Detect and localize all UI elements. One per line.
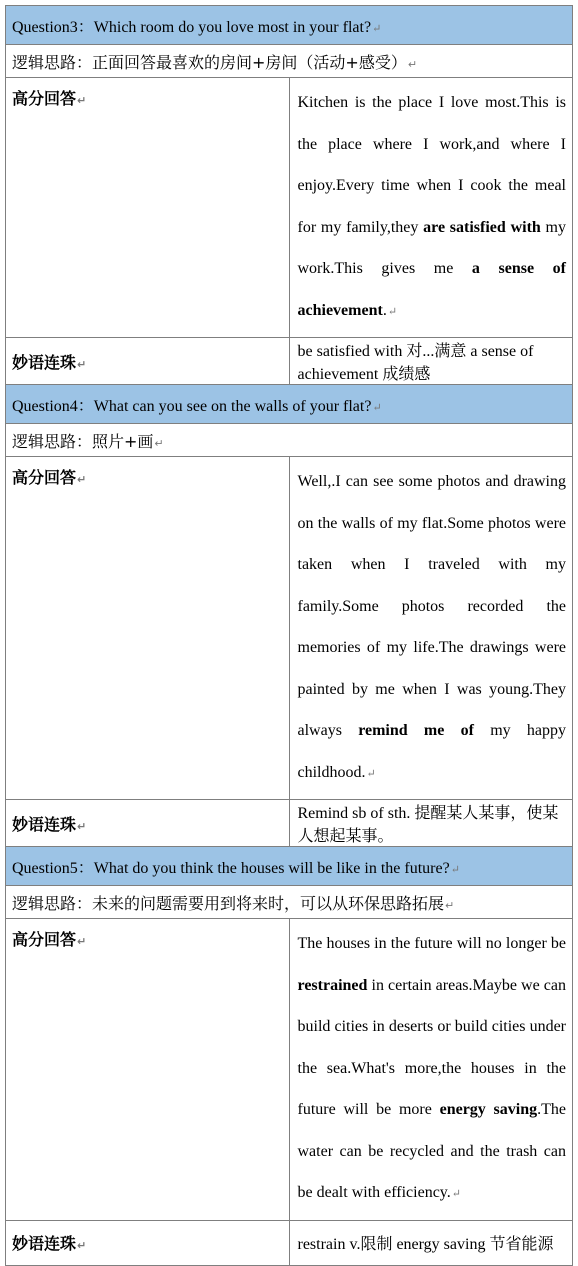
logic-cell xyxy=(6,886,573,919)
phrase-row xyxy=(6,800,573,847)
paragraph-mark-icon: ↵ xyxy=(77,819,87,833)
logic-row xyxy=(6,45,573,78)
answer-run: . xyxy=(382,301,387,319)
question-text: Question4：What can you see on the walls of your flat? xyxy=(12,397,372,415)
logic-cell xyxy=(6,424,573,457)
answer-run: my work.This gives me xyxy=(297,218,566,277)
paragraph-mark-icon: ↵ xyxy=(451,1188,461,1200)
phrase-label-cell xyxy=(6,338,290,385)
answer-label-cell xyxy=(6,78,290,338)
question-row xyxy=(6,385,573,424)
key-phrase: energy saving xyxy=(439,1101,538,1118)
answer-cell xyxy=(289,78,573,338)
phrase-cell xyxy=(289,800,573,847)
phrase-text: Remind sb of sth. 提醒某人某事，使某人想起某事。 xyxy=(297,805,559,845)
answer-text xyxy=(298,923,567,1216)
phrase-cell xyxy=(289,338,573,385)
paragraph-mark-icon: ↵ xyxy=(372,22,382,35)
paragraph-mark-icon: ↵ xyxy=(77,357,87,371)
answer-label-cell xyxy=(6,457,290,800)
phrase-cell xyxy=(289,1220,573,1265)
question-row xyxy=(6,6,573,45)
answer-run: The houses in the future will no longer be xyxy=(297,935,566,952)
key-phrase: are satisfied with xyxy=(423,218,541,236)
phrase-label: 妙语连珠 xyxy=(12,814,77,834)
paragraph-mark-icon: ↵ xyxy=(77,935,87,948)
logic-row xyxy=(6,886,573,919)
question-row xyxy=(6,847,573,886)
question-cell xyxy=(6,385,573,424)
paragraph-mark-icon: ↵ xyxy=(154,436,164,450)
question-cell xyxy=(6,847,573,886)
answer-label: 高分回答 xyxy=(12,89,77,108)
phrase-label: 妙语连珠 xyxy=(12,352,77,372)
logic-text: 逻辑思路：正面回答最喜欢的房间+房间（活动+感受） xyxy=(12,52,407,72)
paragraph-mark-icon: ↵ xyxy=(366,767,376,780)
paragraph-mark-icon: ↵ xyxy=(445,898,455,912)
phrase-row xyxy=(6,338,573,385)
phrase-text: restrain v.限制 energy saving 节省能源 xyxy=(297,1236,554,1253)
paragraph-mark-icon: ↵ xyxy=(387,305,398,318)
paragraph-mark-icon: ↵ xyxy=(77,1239,87,1252)
qa-table xyxy=(5,5,573,1266)
answer-text xyxy=(298,461,567,795)
answer-run: in certain areas.Maybe we can build cities in deserts or build cities under the sea.What's more,the houses in the future will be more xyxy=(297,976,566,1118)
logic-text: 逻辑思路：照片+画 xyxy=(12,431,154,451)
answer-run: .The water can be recycled and the trash can be dealt with efficiency. xyxy=(297,1101,566,1201)
question-text: Question5：What do you think the houses will be like in the future? xyxy=(12,859,450,877)
question-text: Question3：Which room do you love most in your flat? xyxy=(12,18,372,36)
answer-row xyxy=(6,457,573,800)
key-phrase: remind me of xyxy=(358,722,474,739)
answer-cell xyxy=(289,457,573,800)
phrase-label: 妙语连珠 xyxy=(12,1234,77,1253)
paragraph-mark-icon: ↵ xyxy=(407,57,418,71)
logic-text: 逻辑思路：未来的问题需要用到将来时，可以从环保思路拓展 xyxy=(12,893,445,913)
logic-cell xyxy=(6,45,573,78)
phrase-label-cell xyxy=(6,1220,290,1265)
answer-run: Kitchen is the place I love most.This is the place where I work,and where I enjoy.Every time when I cook the meal for my family,they xyxy=(297,94,566,236)
answer-label: 高分回答 xyxy=(12,930,77,949)
answer-run: my happy childhood. xyxy=(297,722,566,781)
answer-row xyxy=(6,78,573,338)
phrase-label-cell xyxy=(6,800,290,847)
phrase-text: be satisfied with 对...满意 a sense of achievement 成绩感 xyxy=(297,343,534,383)
paragraph-mark-icon: ↵ xyxy=(450,863,460,876)
answer-run: Well,.I can see some photos and drawing on the walls of my flat.Some photos were taken when I traveled with my family.Some photos recorded the memories of my life.The drawings were painted by me when I was young.They always xyxy=(297,473,566,739)
phrase-row xyxy=(6,1220,573,1265)
logic-row xyxy=(6,424,573,457)
paragraph-mark-icon: ↵ xyxy=(77,473,87,486)
answer-text xyxy=(298,82,567,333)
answer-label: 高分回答 xyxy=(12,468,77,487)
paragraph-mark-icon: ↵ xyxy=(77,94,87,107)
key-phrase: restrained xyxy=(297,976,368,994)
question-cell xyxy=(6,6,573,45)
key-phrase: a sense of achievement xyxy=(297,260,566,319)
paragraph-mark-icon: ↵ xyxy=(372,401,382,414)
